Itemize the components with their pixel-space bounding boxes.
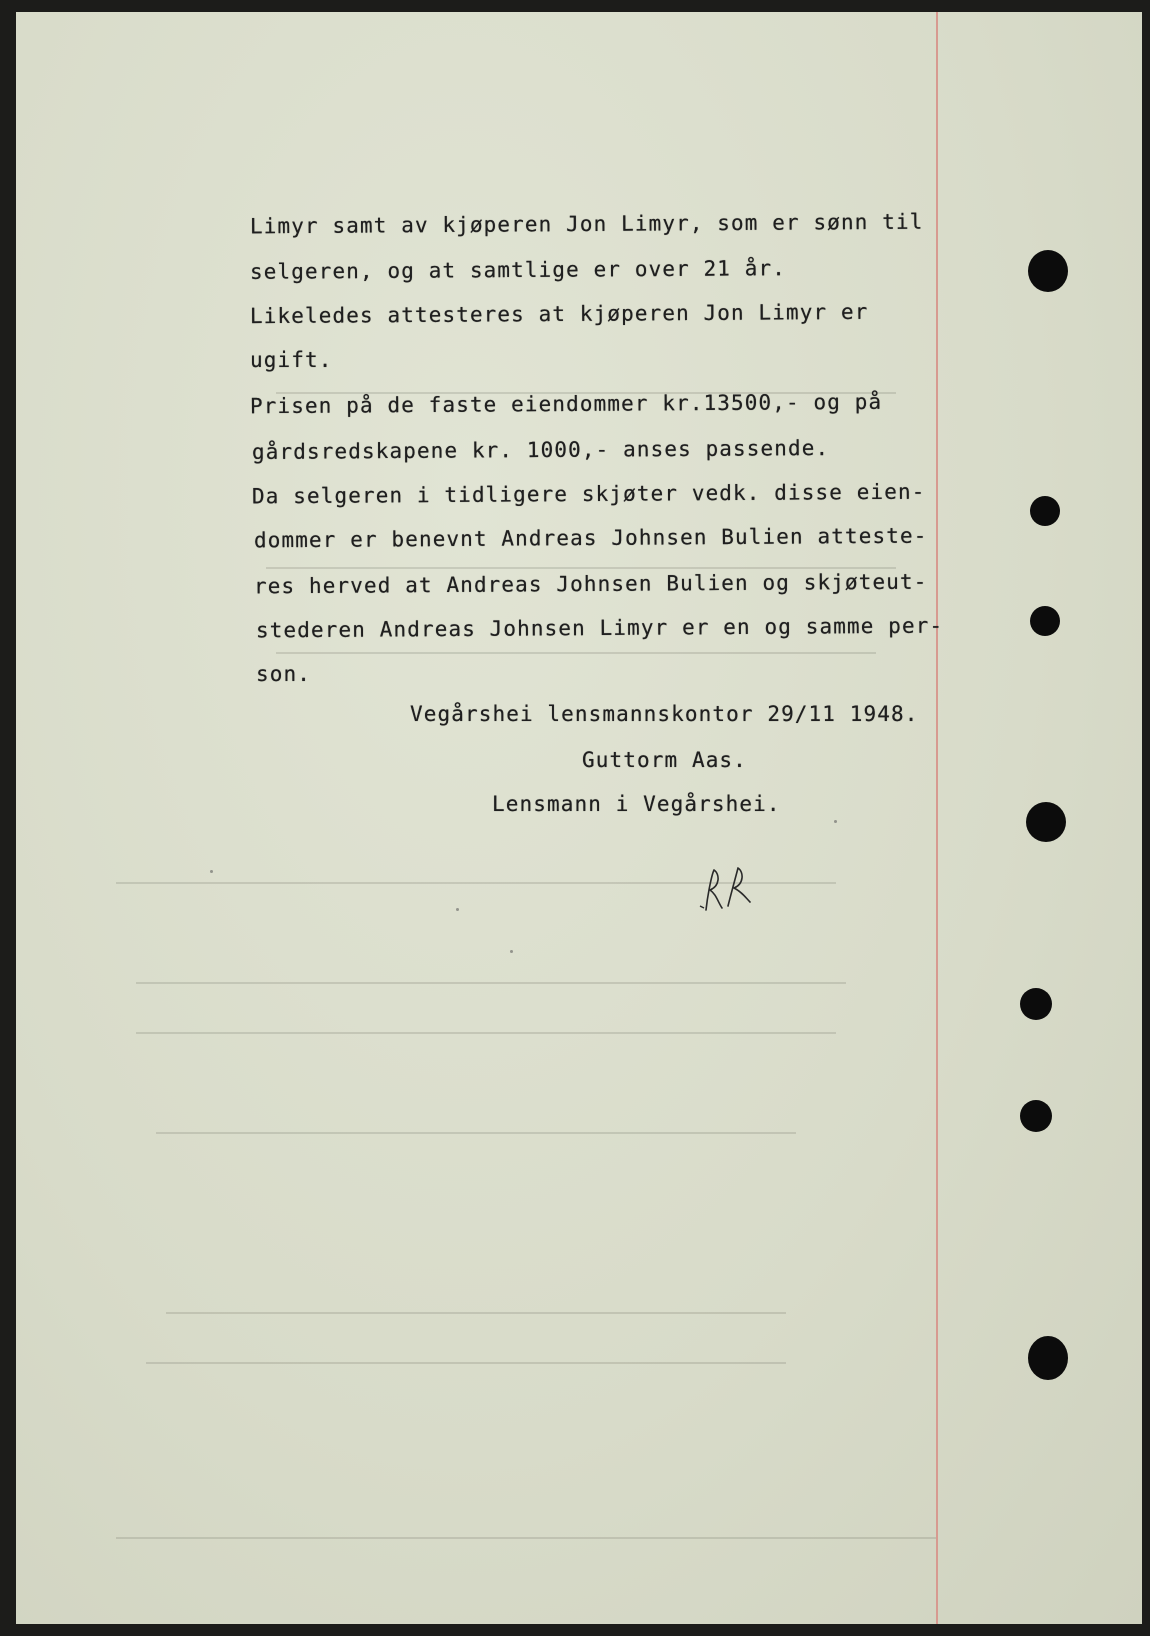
punch-hole (1020, 1100, 1052, 1132)
punch-hole (1030, 496, 1060, 526)
bleed-through-line (276, 652, 876, 654)
bleed-through-line (166, 1312, 786, 1314)
ink-speck (210, 870, 213, 873)
body-line: Limyr samt av kjøperen Jon Limyr, som er sønn til (249, 209, 924, 239)
handwritten-initials (698, 862, 818, 932)
body-line: Prisen på de faste eiendommer kr.13500,- og på (249, 389, 883, 419)
punch-hole (1020, 988, 1052, 1020)
ink-speck (834, 820, 837, 823)
margin-rule (936, 12, 938, 1624)
body-line: gårdsredskapene kr. 1000,- anses passende. (251, 435, 830, 465)
bleed-through-line (136, 982, 846, 984)
body-line: dommer er benevnt Andreas Johnsen Bulien atteste- (253, 523, 928, 553)
body-line: res herved at Andreas Johnsen Bulien og skjøteut- (253, 569, 928, 599)
signer-title: Lensmann i Vegårshei. (492, 792, 781, 816)
bleed-through-line (116, 1537, 936, 1539)
ink-speck (456, 908, 459, 911)
bleed-through-line (136, 1032, 836, 1034)
ink-speck (510, 950, 513, 953)
body-line: ugift. (250, 348, 333, 372)
body-line: Likeledes attesteres at kjøperen Jon Limyr er (249, 299, 869, 329)
signer-name: Guttorm Aas. (582, 748, 747, 772)
body-line: selgeren, og at samtlige er over 21 år. (249, 256, 787, 284)
body-line: Da selgeren i tidligere skjøter vedk. disse eien- (251, 479, 926, 509)
punch-hole (1026, 802, 1066, 842)
body-line: son. (256, 662, 311, 686)
body-line: stederen Andreas Johnsen Limyr er en og samme per- (255, 613, 944, 643)
punch-hole (1030, 606, 1060, 636)
bleed-through-line (146, 1362, 786, 1364)
bleed-through-line (266, 567, 896, 569)
bleed-through-line (156, 1132, 796, 1134)
document-page (16, 12, 1142, 1624)
punch-hole (1028, 250, 1068, 292)
punch-hole (1028, 1336, 1068, 1380)
place-date: Vegårshei lensmannskontor 29/11 1948. (410, 702, 919, 726)
